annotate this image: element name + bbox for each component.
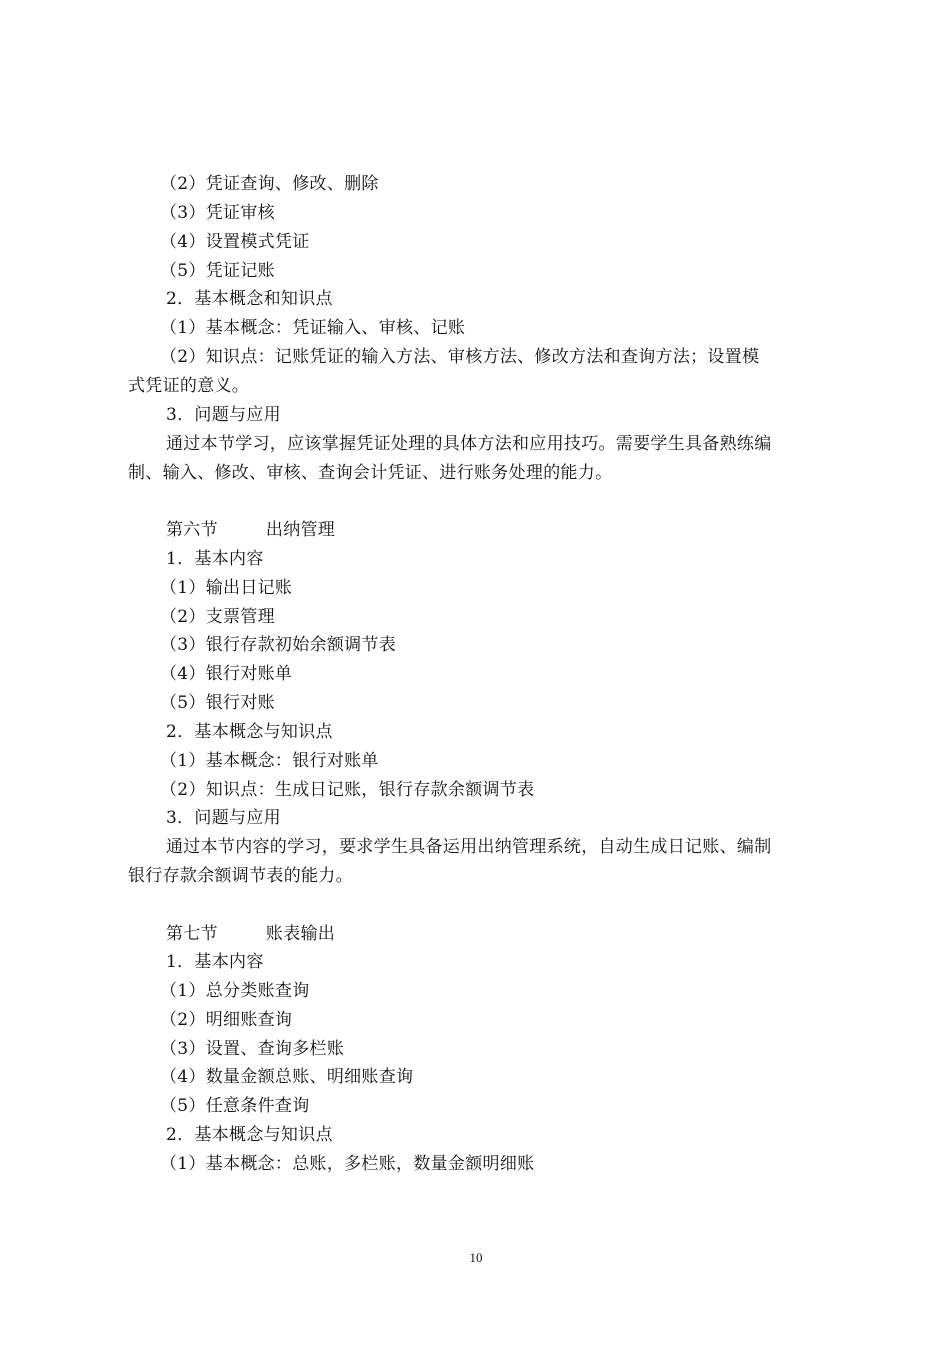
paragraph-line: 银行存款余额调节表的能力。 — [128, 866, 353, 886]
list-item: （2）知识点：记账凭证的输入方法、审核方法、修改方法和查询方法；设置模 — [160, 347, 760, 367]
list-item: （1）输出日记账 — [160, 578, 293, 598]
subsection-heading: 2．基本概念与知识点 — [166, 1125, 333, 1145]
section-heading — [166, 519, 335, 541]
paragraph-line: 通过本节内容的学习，要求学生具备运用出纳管理系统，自动生成日记账、编制 — [166, 837, 772, 857]
paragraph-line: 制、输入、修改、审核、查询会计凭证、进行账务处理的能力。 — [128, 463, 613, 483]
list-item: （4）设置模式凭证 — [160, 232, 310, 252]
section-title: 账表输出 — [265, 924, 336, 944]
section-label: 第七节 — [166, 924, 218, 944]
list-item: （5）任意条件查询 — [160, 1096, 310, 1116]
list-item: （1）基本概念：凭证输入、审核、记账 — [160, 318, 466, 338]
subsection-heading: 2．基本概念与知识点 — [166, 722, 333, 742]
list-item: （3）银行存款初始余额调节表 — [160, 635, 397, 655]
list-item: （4）数量金额总账、明细账查询 — [160, 1067, 414, 1087]
list-item: （5）凭证记账 — [160, 261, 275, 281]
list-item: （3）凭证审核 — [160, 203, 275, 223]
page-number: 10 — [469, 1250, 483, 1265]
section-heading — [166, 923, 335, 945]
section-label: 第六节 — [166, 520, 218, 540]
section-title: 出纳管理 — [265, 520, 336, 540]
list-item: （1）基本概念：银行对账单 — [160, 751, 379, 771]
list-item: （3）设置、查询多栏账 — [160, 1039, 345, 1059]
subsection-heading: 1．基本内容 — [166, 549, 264, 569]
paragraph-line: 式凭证的意义。 — [128, 376, 250, 396]
list-item: （2）凭证查询、修改、删除 — [160, 174, 379, 194]
list-item: （1）总分类账查询 — [160, 981, 310, 1001]
list-item: （2）知识点：生成日记账，银行存款余额调节表 — [160, 780, 535, 800]
subsection-heading: 1．基本内容 — [166, 952, 264, 972]
list-item: （5）银行对账 — [160, 693, 275, 713]
list-item: （2）支票管理 — [160, 607, 275, 627]
list-item: （2）明细账查询 — [160, 1010, 293, 1030]
subsection-heading: 3．问题与应用 — [166, 405, 281, 425]
subsection-heading: 2．基本概念和知识点 — [166, 289, 333, 309]
subsection-heading: 3．问题与应用 — [166, 808, 281, 828]
list-item: （1）基本概念：总账，多栏账，数量金额明细账 — [160, 1154, 535, 1174]
list-item: （4）银行对账单 — [160, 664, 293, 684]
paragraph-line: 通过本节学习，应该掌握凭证处理的具体方法和应用技巧。需要学生具备熟练编 — [166, 434, 772, 454]
